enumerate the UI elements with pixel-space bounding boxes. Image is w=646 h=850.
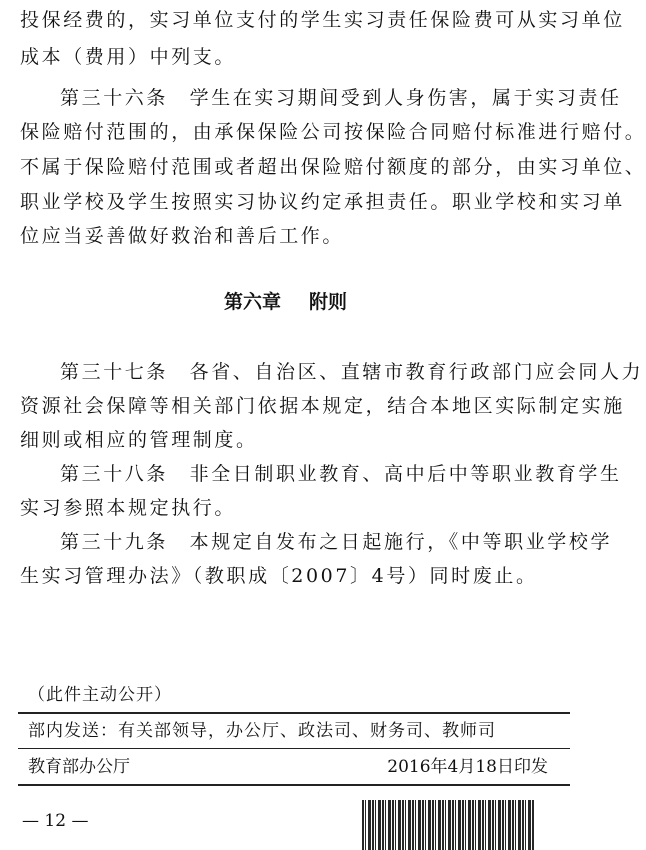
body-line-5: 不属于保险赔付范围或者超出保险赔付额度的部分，由实习单位、	[20, 156, 646, 178]
footer-rule-bottom	[18, 784, 570, 786]
chapter-heading	[0, 290, 571, 314]
print-date: 2016年4月18日印发	[387, 757, 548, 777]
rule-line-6: 第三十九条 本规定自发布之日起施行，《中等职业学校学	[60, 531, 613, 553]
body-line-4: 保险赔付范围的，由承保保险公司按保险合同赔付标准进行赔付。	[20, 121, 646, 143]
page-number: — 12 —	[22, 811, 89, 831]
issuer-row	[28, 756, 548, 778]
body-line-1: 投保经费的，实习单位支付的学生实习责任保险费可从实习单位	[20, 9, 625, 31]
distribution-list: 部内发送：有关部领导，办公厅、政法司、财务司、教师司	[28, 721, 496, 741]
footer-rule-middle	[18, 748, 570, 749]
rule-line-3: 细则或相应的管理制度。	[20, 429, 258, 451]
issuer: 教育部办公厅	[28, 757, 130, 777]
chapter-number: 第六章	[223, 291, 281, 313]
rule-line-7: 生实习管理办法》（教职成〔2007〕4号）同时废止。	[20, 565, 538, 587]
footer-rule-top	[18, 712, 570, 714]
body-line-3: 第三十六条 学生在实习期间受到人身伤害，属于实习责任	[60, 87, 622, 109]
chapter-title: 附则	[309, 291, 348, 313]
rule-line-2: 资源社会保障等相关部门依据本规定，结合本地区实际制定实施	[20, 395, 625, 417]
rule-line-5: 实习参照本规定执行。	[20, 497, 237, 519]
rule-line-4: 第三十八条 非全日制职业教育、高中后中等职业教育学生	[60, 463, 622, 485]
body-line-6: 职业学校及学生按照实习协议约定承担责任。职业学校和实习单	[20, 191, 625, 213]
body-line-7: 位应当妥善做好救治和善后工作。	[20, 225, 345, 247]
rule-line-1: 第三十七条 各省、自治区、直辖市教育行政部门应会同人力	[60, 361, 644, 383]
body-line-2: 成本（费用）中列支。	[20, 46, 237, 68]
barcode-image	[362, 800, 534, 850]
public-note: （此件主动公开）	[28, 685, 172, 705]
